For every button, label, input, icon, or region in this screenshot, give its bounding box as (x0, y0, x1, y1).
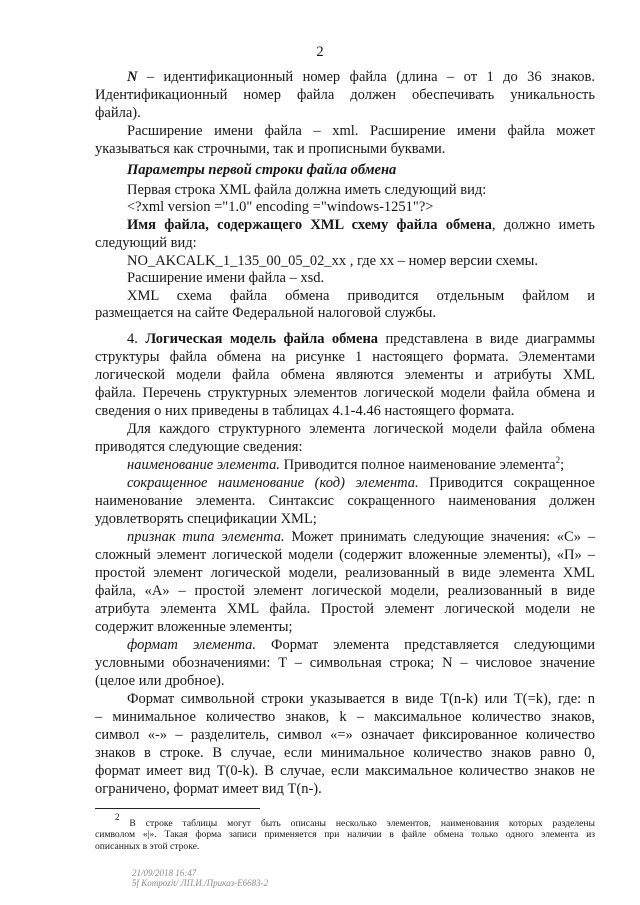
extension-line-2: указываться как строчными, так и прописными буквами. (95, 141, 446, 157)
item-format-line-2: условными обозначениями: T – символьная строка; N – числовое значение (95, 655, 595, 671)
first-line-text: Первая строка XML файла должна иметь следующий вид: (127, 182, 487, 198)
item-format-line-3: (целое или дробное). (95, 673, 225, 689)
section4-line-2: структуры файла обмена на рисунке 1 настоящего формата. Элементами (95, 349, 595, 365)
per-element-line-2: приводятся следующие сведения: (95, 439, 303, 455)
file-id-line-1 (95, 69, 595, 85)
footnote-text-1: В строке таблицы могут быть описаны несколько элементов, наименования которых разделены (119, 818, 595, 829)
item-type-line-6: содержит вложенные элементы; (95, 619, 293, 635)
symbol-format-line-1: Формат символьной строки указывается в виде T(n-k) или T(=k), где: n (127, 691, 595, 707)
file-id-line-3: файла). (95, 105, 141, 121)
symbol-format-line-2: – минимальное количество знаков, k – максимальное количество знаков, (95, 709, 595, 725)
item-short-line-2: наименование элемента. Синтаксис сокращенного наименования должен (95, 493, 595, 509)
schema-provided-line-1: XML схема файла обмена приводится отдельным файлом и (127, 288, 595, 304)
item-type-term: признак типа элемента. (127, 529, 285, 545)
section4-number: 4. (127, 331, 146, 347)
section4-rest: представлена в виде диаграммы (378, 331, 596, 347)
footnote-line-3: описанных в этой строке. (95, 841, 200, 852)
symbol-format-line-6: ограничено, формат имеет вид T(n-). (95, 781, 322, 797)
item-format-term: формат элемента. (127, 637, 257, 653)
xml-declaration: <?xml version ="1.0" encoding ="windows-1251"?> (127, 199, 434, 215)
item-type-text: Может принимать следующие значения: «С» – (284, 529, 595, 545)
schema-file-line: NO_AKCALK_1_135_00_05_02_xx , где хх – номер версии схемы. (127, 253, 539, 269)
item-short-line-3: удовлетворять спецификации XML; (95, 511, 317, 527)
schema-name-line-1 (95, 217, 595, 233)
item-type-line-1 (95, 529, 595, 545)
footnote-separator (95, 808, 260, 809)
item-format-line-1 (95, 637, 595, 653)
file-id-line-2: Идентификационный номер файла должен обеспечивать уникальность (95, 87, 595, 103)
schema-provided-line-2: размещается на сайте Федеральной налоговой службы. (95, 305, 437, 321)
item-short-text: Приводится сокращенное (418, 475, 595, 491)
item-name-text: Приводится полное наименование элемента (279, 457, 556, 473)
footnote-line-2: символом «|». Такая форма записи применяется при наличии в файле обмена только одного элемента из (95, 829, 595, 840)
file-id-text: – идентификационный номер файла (длина – от 1 до 36 знаков. (137, 69, 595, 85)
section4-title: Логическая модель файла обмена (145, 331, 379, 347)
symbol-format-line-4: знаков в строке. В случае, если минимальное количество знаков равно 0, (95, 745, 595, 761)
section4-line-5: сведения о них приведены в таблицах 4.1-4.46 настоящего формата. (95, 403, 515, 419)
item-type-line-5: атрибута элемента XML файла. Простой элемент логической модели не (95, 601, 595, 617)
item-short-term: сокращенное наименование (код) элемента. (127, 475, 419, 491)
item-name-term: наименование элемента. (127, 457, 280, 473)
schema-extension: Расширение имени файла – xsd. (127, 270, 325, 286)
schema-name-bold: Имя файла, содержащего XML схему файла обмена (127, 217, 492, 233)
item-name-line (95, 457, 627, 473)
item-type-line-3: простой элемент логической модели, реализованный в виде элемента XML (95, 565, 595, 581)
print-stamp-line-1: 21/09/2018 16:47 (132, 868, 197, 878)
file-id-symbol: N (127, 69, 138, 85)
item-format-text: Формат элемента представляется следующими (256, 637, 595, 653)
extension-line-1: Расширение имени файла – xml. Расширение имени файла может (127, 123, 595, 139)
item-short-line-1 (95, 475, 595, 491)
item-type-line-4: файла, «А» – простой элемент логической модели, реализованный в виде (95, 583, 595, 599)
page-number: 2 (316, 44, 324, 60)
schema-name-line-2: следующий вид: (95, 235, 197, 251)
item-name-tail: ; (560, 457, 565, 473)
item-type-line-2: сложный элемент логической модели (содержит вложенные элементы), «П» – (95, 547, 595, 563)
symbol-format-line-3: символ «-» – разделитель, символ «=» означает фиксированное количество (95, 727, 595, 743)
section4-line-4: файла. Перечень структурных элементов логической модели файла обмена и (95, 385, 595, 401)
symbol-format-line-5: формат имеет вид T(0-k). В случае, если максимальное количество знаков не (95, 763, 595, 779)
footnote-ref: 2 (555, 455, 561, 465)
section-heading-first-line: Параметры первой строки файла обмена (127, 162, 397, 178)
section4-line-1 (95, 331, 595, 347)
print-stamp-line-2: 5f Kompozit/ ЛП.И./Приказ-E6683-2 (132, 878, 269, 888)
footnote-number: 2 (115, 812, 120, 822)
section4-line-3: логической модели файла обмена являются элементы и атрибуты XML (95, 367, 595, 383)
per-element-line-1: Для каждого структурного элемента логической модели файла обмена (127, 421, 595, 437)
schema-name-rest: , должно иметь (491, 217, 595, 233)
